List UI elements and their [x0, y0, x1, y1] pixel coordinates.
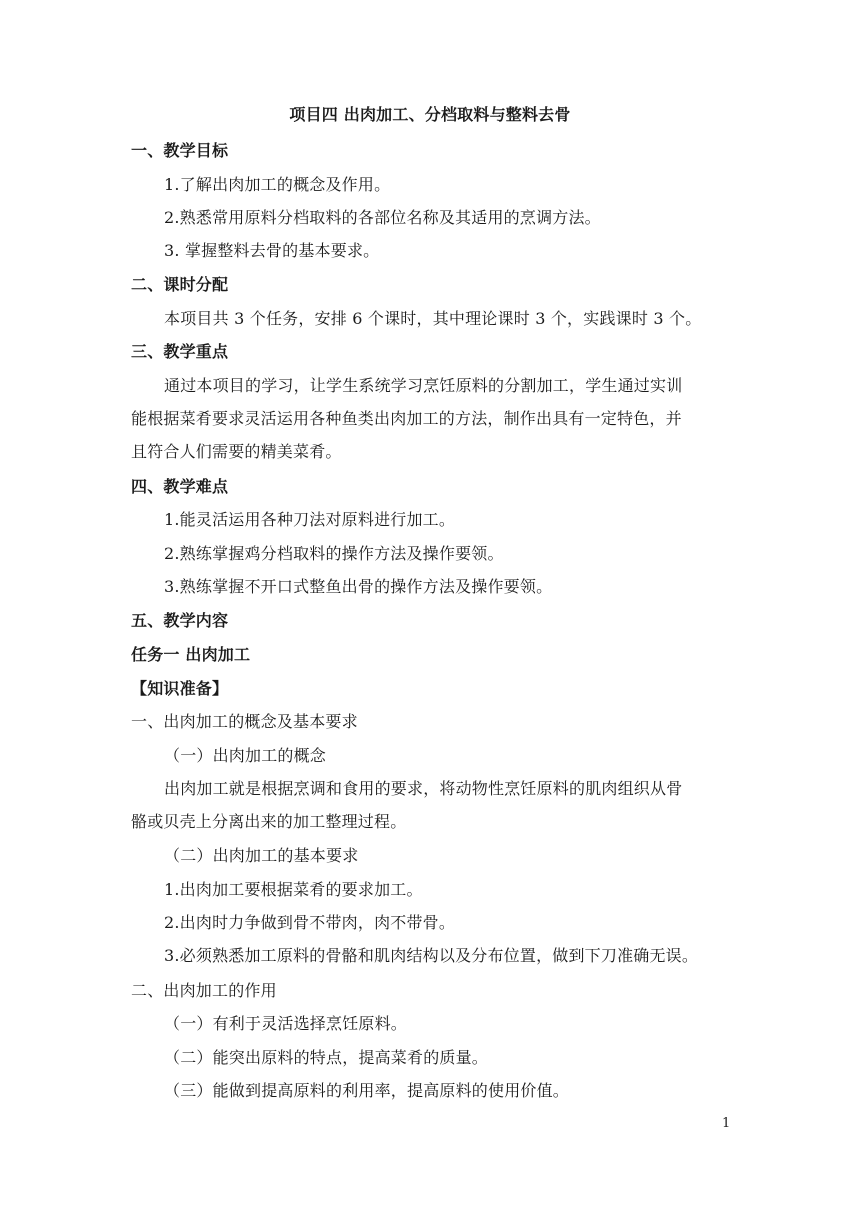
- difficulty-item-1: 1.能灵活运用各种刀法对原料进行加工。: [164, 510, 456, 529]
- subsection-concept: （一）出肉加工的概念: [164, 746, 327, 765]
- subsection-requirements: （二）出肉加工的基本要求: [164, 846, 359, 865]
- requirement-item-3: 3.必须熟悉加工原料的骨骼和肌肉结构以及分布位置，做到下刀准确无误。: [164, 946, 699, 965]
- heading-teaching-content: 五、教学内容: [131, 611, 229, 630]
- requirement-item-1: 1.出肉加工要根据菜肴的要求加工。: [164, 880, 423, 899]
- requirement-item-2: 2.出肉时力争做到骨不带肉，肉不带骨。: [164, 913, 456, 932]
- difficulty-item-3: 3.熟练掌握不开口式整鱼出骨的操作方法及操作要领。: [164, 577, 553, 596]
- function-item-1: （一）有利于灵活选择烹饪原料。: [164, 1014, 408, 1033]
- key-points-line-2: 能根据菜肴要求灵活运用各种鱼类出肉加工的方法，制作出具有一定特色，并: [131, 409, 682, 428]
- goal-item-2: 2.熟悉常用原料分档取料的各部位名称及其适用的烹调方法。: [164, 208, 601, 227]
- heading-key-points: 三、教学重点: [131, 342, 229, 361]
- page-number: 1: [722, 1116, 731, 1131]
- knowledge-heading: 【知识准备】: [131, 679, 229, 698]
- goal-item-1: 1.了解出肉加工的概念及作用。: [164, 175, 391, 194]
- class-hours-text: 本项目共 3 个任务，安排 6 个课时，其中理论课时 3 个，实践课时 3 个。: [164, 309, 702, 328]
- heading-teaching-goals: 一、教学目标: [131, 141, 229, 160]
- key-points-line-3: 且符合人们需要的精美菜肴。: [131, 442, 342, 461]
- concept-line-2: 骼或贝壳上分离出来的加工整理过程。: [131, 812, 407, 831]
- function-item-2: （二）能突出原料的特点，提高菜肴的质量。: [164, 1048, 489, 1067]
- key-points-line-1: 通过本项目的学习，让学生系统学习烹饪原料的分割加工，学生通过实训: [164, 376, 683, 395]
- heading-difficulties: 四、教学难点: [131, 477, 229, 496]
- goal-item-3: 3. 掌握整料去骨的基本要求。: [164, 241, 380, 260]
- task-heading: 任务一 出肉加工: [131, 645, 251, 664]
- section-concept-requirements: 一、出肉加工的概念及基本要求: [131, 712, 358, 731]
- document-title: 项目四 出肉加工、分档取料与整料去骨: [289, 105, 571, 124]
- function-item-3: （三）能做到提高原料的利用率，提高原料的使用价值。: [164, 1081, 570, 1100]
- section-function: 二、出肉加工的作用: [131, 981, 277, 1000]
- difficulty-item-2: 2.熟练掌握鸡分档取料的操作方法及操作要领。: [164, 544, 504, 563]
- heading-class-hours: 二、课时分配: [131, 275, 229, 294]
- concept-line-1: 出肉加工就是根据烹调和食用的要求，将动物性烹饪原料的肌肉组织从骨: [164, 779, 683, 798]
